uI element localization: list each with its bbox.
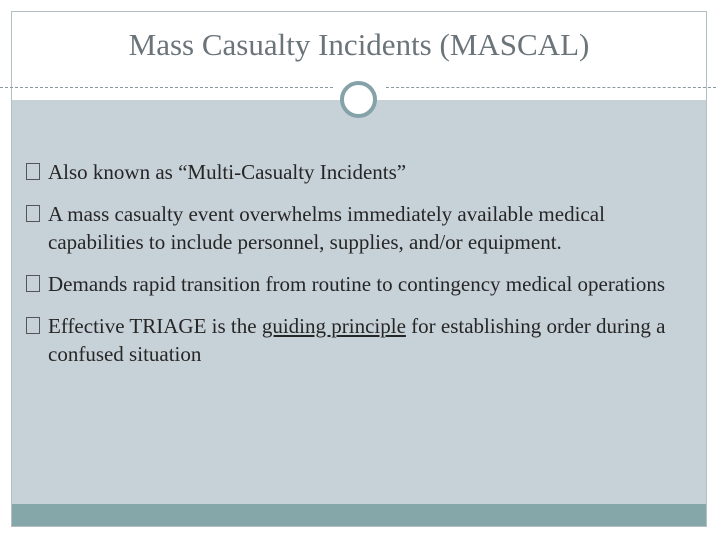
slide-title: Mass Casualty Incidents (MASCAL) bbox=[128, 27, 590, 62]
bullet-text-before: Effective TRIAGE is the bbox=[48, 314, 262, 338]
bullet-text: Demands rapid transition from routine to contingency medical operations bbox=[48, 272, 665, 296]
ring-circle-icon bbox=[340, 81, 377, 118]
divider-line-right bbox=[386, 87, 716, 88]
bullet-item bbox=[26, 312, 694, 368]
bullet-square-icon bbox=[26, 163, 40, 180]
bullet-text-after: for establishing order during a confused situation bbox=[48, 314, 666, 366]
bullet-item bbox=[26, 158, 694, 186]
bullet-text: Also known as “Multi-Casualty Incidents” bbox=[48, 160, 407, 184]
bullet-item bbox=[26, 200, 694, 256]
bullet-square-icon bbox=[26, 275, 40, 292]
bullet-square-icon bbox=[26, 317, 40, 334]
content-area bbox=[12, 100, 706, 504]
bullet-text: A mass casualty event overwhelms immediately available medical capabilities to include personnel, supplies, and/or equipment. bbox=[48, 202, 605, 254]
bullet-text-underlined: guiding principle bbox=[261, 314, 406, 338]
bullet-square-icon bbox=[26, 205, 40, 222]
bullet-item bbox=[26, 270, 694, 298]
footer-bar bbox=[12, 504, 706, 527]
divider-line-left bbox=[0, 87, 333, 88]
bullet-list bbox=[26, 158, 694, 382]
